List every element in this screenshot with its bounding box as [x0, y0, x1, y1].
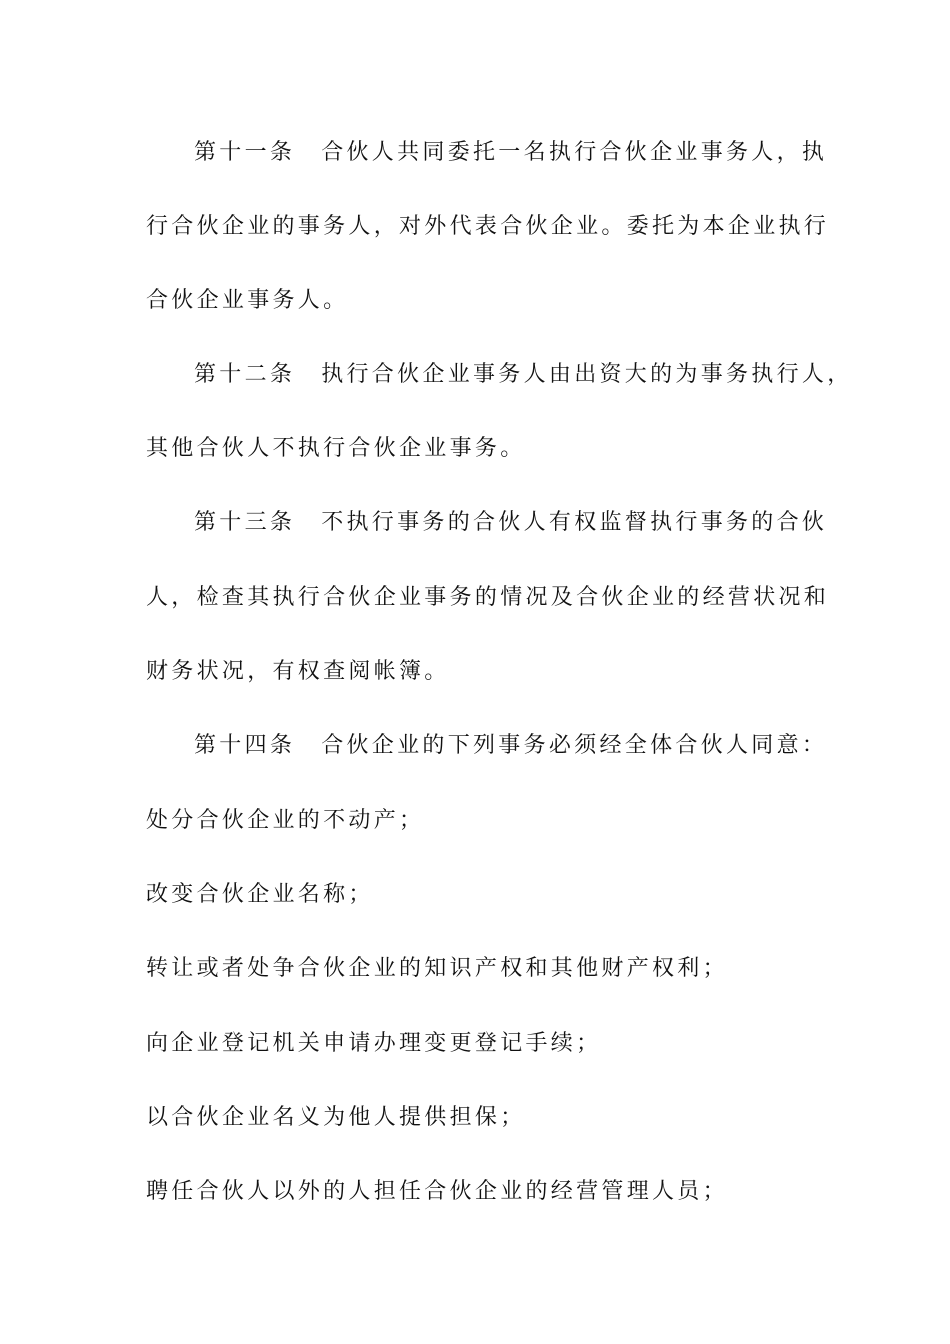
article-11-line-3: 合伙企业事务人。 — [146, 288, 349, 313]
article-11-number: 第十一条 — [194, 140, 296, 165]
list-item: 向企业登记机关申请办理变更登记手续； — [146, 1031, 602, 1056]
article-13-number: 第十三条 — [194, 510, 296, 535]
article-13-line-2: 人，检查其执行合伙企业事务的情况及合伙企业的经营状况和 — [146, 585, 830, 610]
list-item: 改变合伙企业名称； — [146, 882, 374, 907]
article-14-text-1: 合伙企业的下列事务必须经全体合伙人同意： — [321, 733, 828, 758]
article-13-text-1: 不执行事务的合伙人有权监督执行事务的合伙 — [321, 510, 828, 535]
article-12-number: 第十二条 — [194, 362, 296, 387]
article-14-line-1 — [194, 726, 874, 766]
list-item: 处分合伙企业的不动产； — [146, 808, 425, 833]
article-11-line-1 — [194, 133, 874, 173]
article-13-line-3: 财务状况，有权查阅帐簿。 — [146, 659, 450, 684]
article-14-number: 第十四条 — [194, 733, 296, 758]
list-item: 聘任合伙人以外的人担任合伙企业的经营管理人员； — [146, 1179, 728, 1204]
article-13-line-1 — [194, 503, 874, 543]
article-12-text-1: 执行合伙企业事务人由出资大的为事务执行人， — [321, 362, 853, 387]
article-12-line-2: 其他合伙人不执行合伙企业事务。 — [146, 436, 526, 461]
article-11-text-1: 合伙人共同委托一名执行合伙企业事务人，执 — [321, 140, 828, 165]
list-item: 以合伙企业名义为他人提供担保； — [146, 1105, 526, 1130]
article-12-line-1 — [194, 355, 874, 395]
list-item: 转让或者处争合伙企业的知识产权和其他财产权利； — [146, 956, 728, 981]
article-11-line-2: 行合伙企业的事务人，对外代表合伙企业。委托为本企业执行 — [146, 214, 830, 239]
